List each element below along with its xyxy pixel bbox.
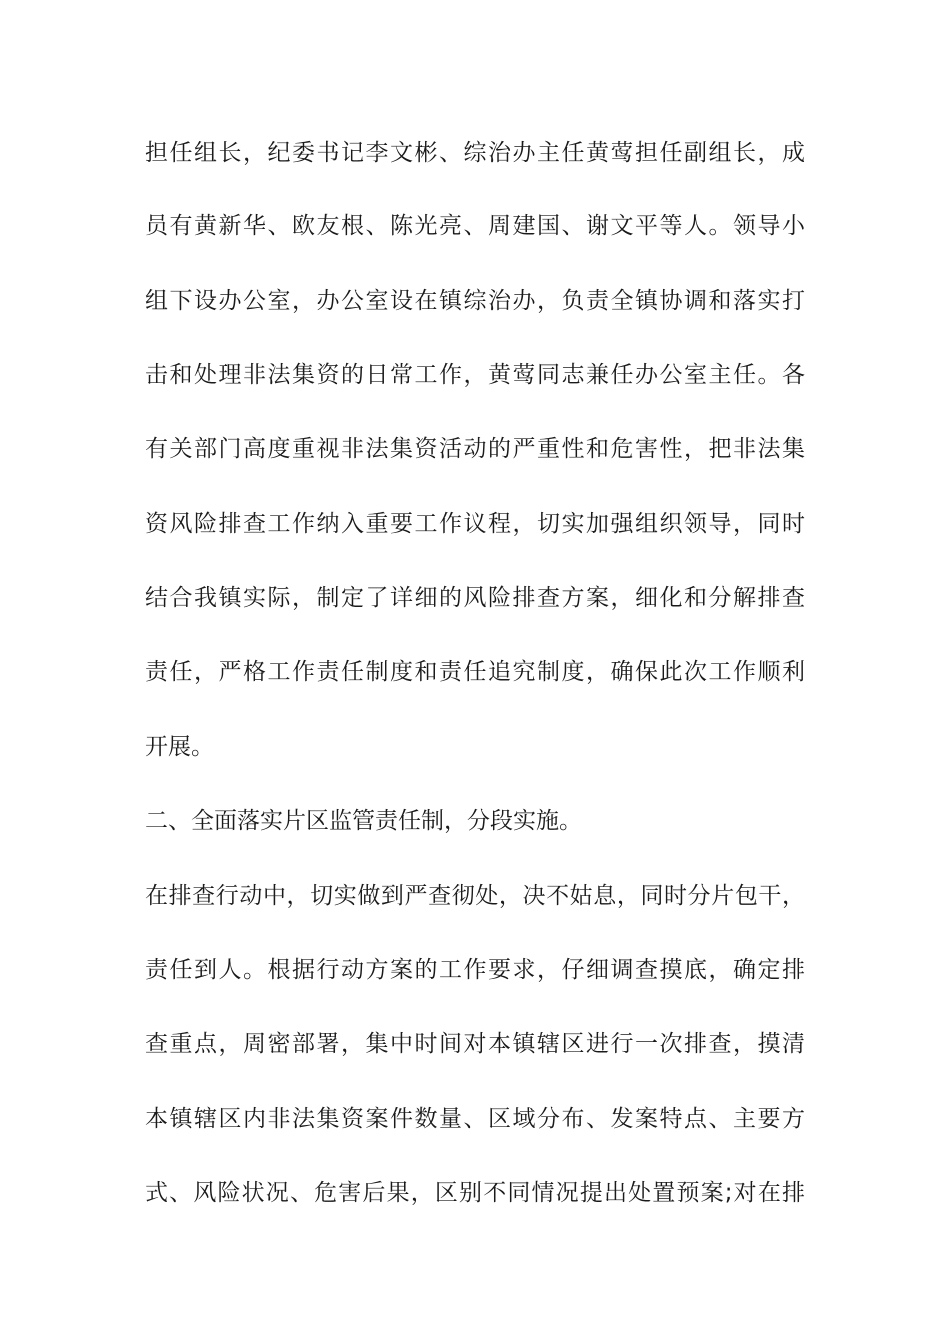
text-line-8: 责任，严格工作责任制度和责任追究制度，确保此次工作顺利	[145, 659, 805, 685]
text-line-2: 员有黄新华、欧友根、陈光亮、周建国、谢文平等人。领导小	[145, 213, 805, 239]
section-heading: 二、全面落实片区监管责任制，分段实施。	[145, 808, 582, 834]
text-line-11: 在排查行动中，切实做到严查彻处，决不姑息，同时分片包干，	[145, 883, 805, 909]
text-line-15: 式、风险状况、危害后果，区别不同情况提出处置预案;对在排	[145, 1180, 805, 1206]
text-line-12: 责任到人。根据行动方案的工作要求，仔细调查摸底，确定排	[145, 957, 805, 983]
text-line-9: 开展。	[145, 734, 214, 760]
text-line-3: 组下设办公室，办公室设在镇综治办，负责全镇协调和落实打	[145, 288, 805, 314]
text-line-6: 资风险排查工作纳入重要工作议程，切实加强组织领导，同时	[145, 511, 805, 537]
text-line-4: 击和处理非法集资的日常工作，黄莺同志兼任办公室主任。各	[145, 362, 805, 388]
text-line-1: 担任组长，纪委书记李文彬、综治办主任黄莺担任副组长，成	[145, 140, 805, 166]
text-line-14: 本镇辖区内非法集资案件数量、区域分布、发案特点、主要方	[145, 1106, 805, 1132]
text-line-7: 结合我镇实际，制定了详细的风险排查方案，细化和分解排查	[145, 585, 805, 611]
text-line-13: 查重点，周密部署，集中时间对本镇辖区进行一次排查，摸清	[145, 1031, 805, 1057]
text-line-5: 有关部门高度重视非法集资活动的严重性和危害性，把非法集	[145, 436, 805, 462]
